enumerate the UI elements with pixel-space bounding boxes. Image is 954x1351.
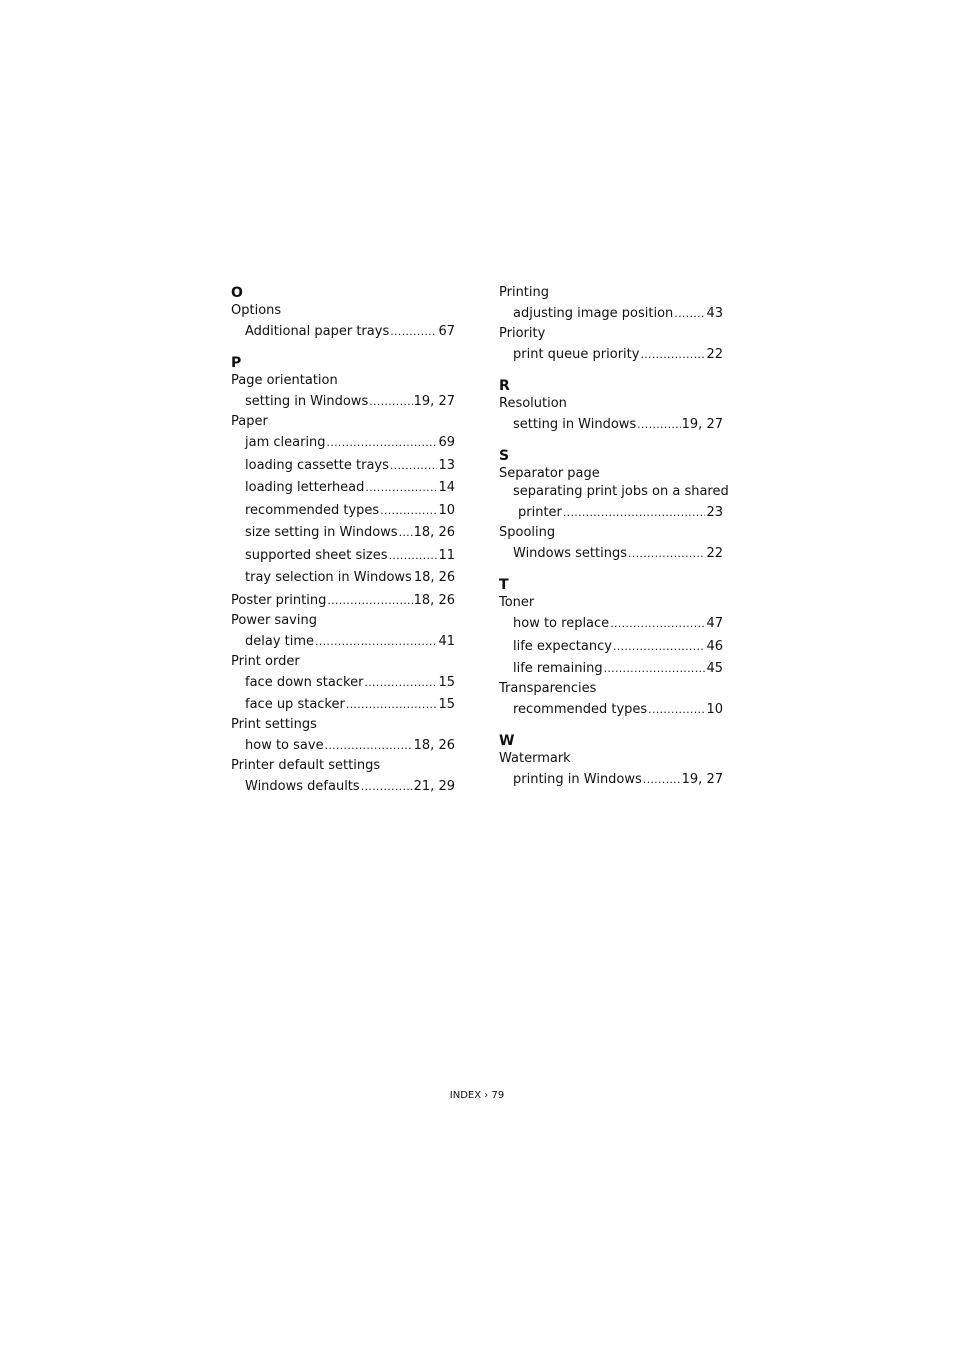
- dot-leader: [346, 696, 438, 714]
- dot-leader: [640, 346, 705, 364]
- page-ref: 67: [438, 324, 455, 339]
- page-ref: 19, 27: [681, 417, 723, 432]
- index-topic: Toner: [499, 595, 535, 610]
- index-topic: Paper: [231, 414, 268, 429]
- page-ref: 41: [438, 633, 455, 649]
- index-subentry: [231, 434, 455, 452]
- page-ref: 15: [438, 674, 455, 690]
- page-ref: 45: [706, 661, 723, 676]
- subentry-text: size setting in Windows: [245, 525, 398, 540]
- page-ref: 13: [438, 457, 455, 473]
- index-topic: Resolution: [499, 396, 567, 411]
- subentry-text: setting in Windows: [245, 394, 369, 409]
- page-ref: 18, 26: [413, 738, 455, 753]
- index-letter-o: O: [231, 285, 243, 301]
- subentry-text: face up stacker: [245, 697, 345, 712]
- index-subentry: [231, 457, 455, 475]
- index-topic: Printing: [499, 285, 550, 300]
- page-ref: 47: [706, 616, 723, 631]
- footer-section: INDEX: [449, 1090, 482, 1101]
- topic-text: Poster printing: [231, 592, 327, 608]
- index-subentry-continuation: [499, 504, 723, 522]
- index-topic: Printer default settings: [231, 758, 381, 773]
- page-ref: 15: [438, 697, 455, 712]
- index-letter-t: T: [499, 577, 509, 593]
- subentry-text: face down stacker: [245, 674, 364, 690]
- subentry-text: supported sheet sizes: [245, 547, 388, 563]
- page-ref: 22: [706, 347, 723, 362]
- index-subentry-line: separating print jobs on a shared: [513, 484, 729, 499]
- dot-leader: [327, 434, 438, 452]
- index-topic: Page orientation: [231, 373, 338, 388]
- index-subentry: [231, 393, 455, 411]
- index-topic: Separator page: [499, 466, 600, 481]
- index-subentry: [231, 696, 455, 714]
- index-topic-with-page: [231, 592, 455, 610]
- index-subentry: [231, 323, 455, 341]
- dot-leader: [648, 701, 705, 719]
- index-subentry: [231, 778, 455, 796]
- dot-leader: [637, 416, 680, 434]
- subentry-text: printer: [518, 505, 562, 520]
- page-ref: 18, 26: [413, 525, 455, 540]
- subentry-text: printing in Windows: [513, 772, 642, 787]
- dot-leader: [361, 778, 413, 796]
- index-topic: Transparencies: [499, 681, 597, 696]
- dot-leader: [315, 633, 437, 651]
- index-subentry: [499, 305, 723, 323]
- subentry-text: life remaining: [513, 661, 603, 676]
- dot-leader: [643, 771, 681, 789]
- index-subentry: [231, 674, 455, 692]
- page-ref: 14: [438, 480, 455, 495]
- subentry-text: recommended types: [245, 502, 380, 518]
- subentry-text: tray selection in Windows: [245, 570, 412, 585]
- page-ref: 19, 27: [681, 772, 723, 787]
- page-ref: 21, 29: [413, 779, 455, 794]
- dot-leader: [563, 504, 706, 522]
- subentry-text: adjusting image position: [513, 306, 674, 321]
- index-column-left: [231, 284, 455, 796]
- index-letter-r: R: [499, 378, 510, 394]
- dot-leader: [399, 524, 413, 542]
- subentry-text: print queue priority: [513, 347, 640, 362]
- index-topic: Print settings: [231, 717, 317, 732]
- index-letter-p: P: [231, 355, 242, 371]
- dot-leader: [390, 457, 438, 475]
- subentry-text: setting in Windows: [513, 417, 637, 432]
- dot-leader: [327, 592, 412, 610]
- index-subentry: [499, 615, 723, 633]
- subentry-text: Windows settings: [513, 546, 628, 561]
- footer-separator: ›: [484, 1090, 489, 1101]
- dot-leader: [364, 674, 437, 692]
- index-subentry: [499, 638, 723, 656]
- page-ref: 18, 26: [413, 592, 455, 608]
- index-subentry: [231, 633, 455, 651]
- dot-leader: [365, 479, 437, 497]
- page-ref: 11: [438, 547, 455, 563]
- page-ref: 22: [706, 546, 723, 561]
- index-subentry: [499, 545, 723, 563]
- page-ref: 19, 27: [413, 394, 455, 409]
- index-subentry: [231, 547, 455, 565]
- footer-page-number: 79: [491, 1090, 505, 1101]
- dot-leader: [325, 737, 413, 755]
- subentry-text: jam clearing: [245, 435, 326, 450]
- subentry-text: recommended types: [513, 702, 648, 717]
- index-subentry: [231, 737, 455, 755]
- index-topic: Print order: [231, 653, 300, 669]
- index-column-right: [499, 284, 729, 789]
- dot-leader: [628, 545, 705, 563]
- index-letter-s: S: [499, 448, 510, 464]
- index-letter-w: W: [499, 733, 515, 749]
- index-subentry: [499, 346, 723, 364]
- index-subentry: [499, 416, 723, 434]
- index-topic: Priority: [499, 326, 546, 341]
- index-subentry: [499, 771, 723, 789]
- subentry-text: loading cassette trays: [245, 457, 389, 473]
- index-topic: Options: [231, 303, 282, 318]
- subentry-text: life expectancy: [513, 638, 612, 654]
- index-topic: Watermark: [499, 751, 571, 766]
- page-ref: 69: [438, 435, 455, 450]
- page-ref: 43: [706, 306, 723, 321]
- dot-leader: [604, 660, 706, 678]
- subentry-text: Additional paper trays: [245, 324, 390, 339]
- index-subentry: [499, 660, 723, 678]
- index-subentry: [231, 524, 455, 542]
- dot-leader: [613, 638, 706, 656]
- dot-leader: [610, 615, 705, 633]
- subentry-text: Windows defaults: [245, 779, 360, 794]
- subentry-text: loading letterhead: [245, 480, 365, 495]
- index-topic: Power saving: [231, 612, 317, 628]
- page-ref: 46: [706, 638, 723, 654]
- subentry-text: how to save: [245, 738, 324, 753]
- dot-leader: [380, 502, 437, 520]
- subentry-text: how to replace: [513, 616, 610, 631]
- index-topic: Spooling: [499, 525, 556, 540]
- page-ref: 23: [706, 505, 723, 520]
- page-ref: 10: [438, 502, 455, 518]
- dot-leader: [674, 305, 705, 323]
- subentry-text: delay time: [245, 633, 315, 649]
- page-ref: 18, 26: [413, 570, 456, 585]
- index-subentry: [499, 701, 723, 719]
- dot-leader: [369, 393, 412, 411]
- index-subentry: [231, 479, 455, 497]
- dot-leader: [390, 323, 437, 341]
- dot-leader: [389, 547, 438, 565]
- page-footer: [0, 1090, 954, 1101]
- index-subentry: [231, 502, 455, 520]
- index-subentry: [231, 569, 455, 587]
- page-ref: 10: [706, 702, 723, 717]
